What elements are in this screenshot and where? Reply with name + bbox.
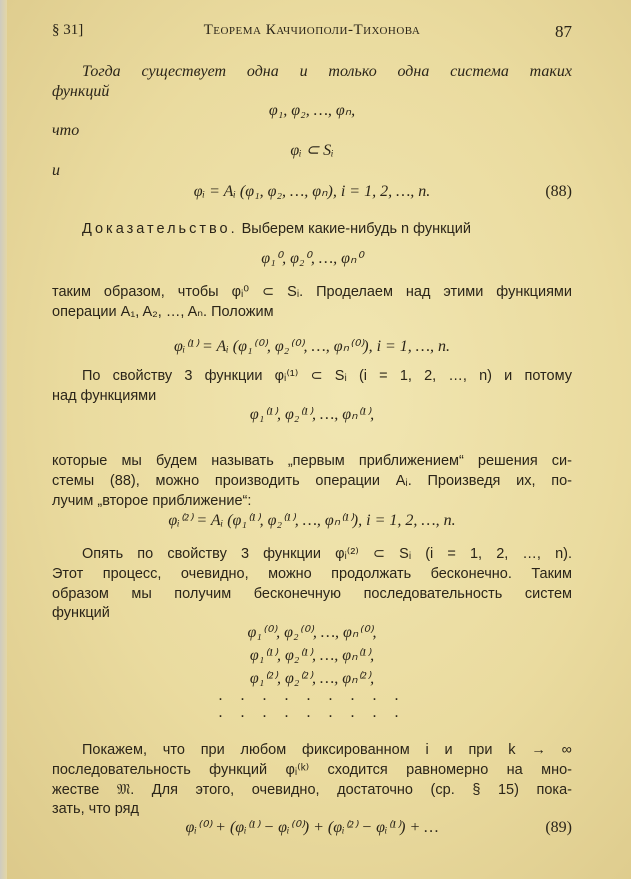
proof-line: функций [52, 605, 110, 621]
proof-line: зать, что ряд [52, 801, 139, 817]
theorem-line: Тогда существует одна и только одна система таких [82, 63, 572, 80]
formula: φᵢ ⊂ Sᵢ [290, 142, 334, 159]
formula: φᵢ = Aᵢ (φ₁, φ₂, …, φₙ), i = 1, 2, …, n. [193, 183, 431, 200]
running-title: Теорема Каччиополи-Тихонова [203, 22, 421, 38]
scan-edge [0, 0, 7, 879]
proof-line: Этот процесс, очевидно, можно продолжать бесконечно. Таким [52, 566, 572, 582]
page-number: 87 [555, 22, 572, 41]
proof-line: жестве 𝔐. Для этого, очевидно, достаточно (ср. § 15) пока- [52, 782, 572, 798]
proof-line: По свойству 3 функции φᵢ⁽¹⁾ ⊂ Sᵢ (i = 1, 2, …, n) и потому [82, 368, 572, 384]
ellipsis-row: . . . . . . . . . [218, 687, 406, 704]
formula: φᵢ⁽⁰⁾ + (φᵢ⁽¹⁾ − φᵢ⁽⁰⁾) + (φᵢ⁽²⁾ − φᵢ⁽¹⁾) + … [185, 819, 439, 836]
proof-line: образом мы получим бесконечную последовательность систем [52, 586, 572, 602]
theorem-line: и [52, 162, 60, 179]
proof-line: таким образом, чтобы φᵢ⁰ ⊂ Sᵢ. Проделаем над этими функциями [52, 284, 572, 300]
proof-heading: Доказательство. [82, 221, 238, 237]
proof-line: которые мы будем называть „первым приближением“ решения си- [52, 453, 572, 469]
theorem-line: что [52, 122, 80, 139]
formula: φ₁⁽²⁾, φ₂⁽²⁾, …, φₙ⁽²⁾, [249, 670, 375, 687]
equation-number: (89) [545, 819, 572, 836]
formula: φ₁⁽⁰⁾, φ₂⁽⁰⁾, …, φₙ⁽⁰⁾, [247, 624, 377, 641]
proof-line: Покажем, что при любом фиксированном i и при k → ∞ [82, 742, 572, 758]
formula: φ₁⁽¹⁾, φ₂⁽¹⁾, …, φₙ⁽¹⁾, [249, 406, 375, 423]
proof-line: операции A₁, A₂, …, Aₙ. Положим [52, 304, 274, 320]
proof-line: Опять по свойству 3 функции φᵢ⁽²⁾ ⊂ Sᵢ (i = 1, 2, …, n). [82, 546, 572, 562]
proof-line [82, 219, 572, 239]
formula: φ₁, φ₂, …, φₙ, [268, 102, 356, 119]
ellipsis-row: . . . . . . . . . [218, 704, 406, 721]
section-number: § 31] [52, 22, 84, 38]
proof-line: над функциями [52, 388, 157, 404]
formula: φ₁⁽¹⁾, φ₂⁽¹⁾, …, φₙ⁽¹⁾, [249, 647, 375, 664]
formula: φᵢ⁽¹⁾ = Aᵢ (φ₁⁽⁰⁾, φ₂⁽⁰⁾, …, φₙ⁽⁰⁾), i = 1, …, n. [173, 338, 451, 355]
theorem-line: функций [52, 83, 110, 100]
equation-number: (88) [545, 183, 572, 200]
equation-88 [52, 182, 572, 202]
formula: φᵢ⁽²⁾ = Aᵢ (φ₁⁽¹⁾, φ₂⁽¹⁾, …, φₙ⁽¹⁾), i = 1, 2, …, n. [168, 512, 456, 529]
equation-89 [52, 818, 572, 838]
proof-line: последовательность функций φᵢ⁽ᵏ⁾ сходится равномерно на мно- [52, 762, 572, 778]
text: Выберем какие-нибудь n функций [241, 221, 471, 237]
proof-line: стемы (88), можно производить операции Aᵢ. Произведя их, по- [52, 473, 572, 489]
formula: φ₁⁰, φ₂⁰, …, φₙ⁰ [261, 250, 363, 267]
proof-line: лучим „второе приближение“: [52, 493, 252, 509]
